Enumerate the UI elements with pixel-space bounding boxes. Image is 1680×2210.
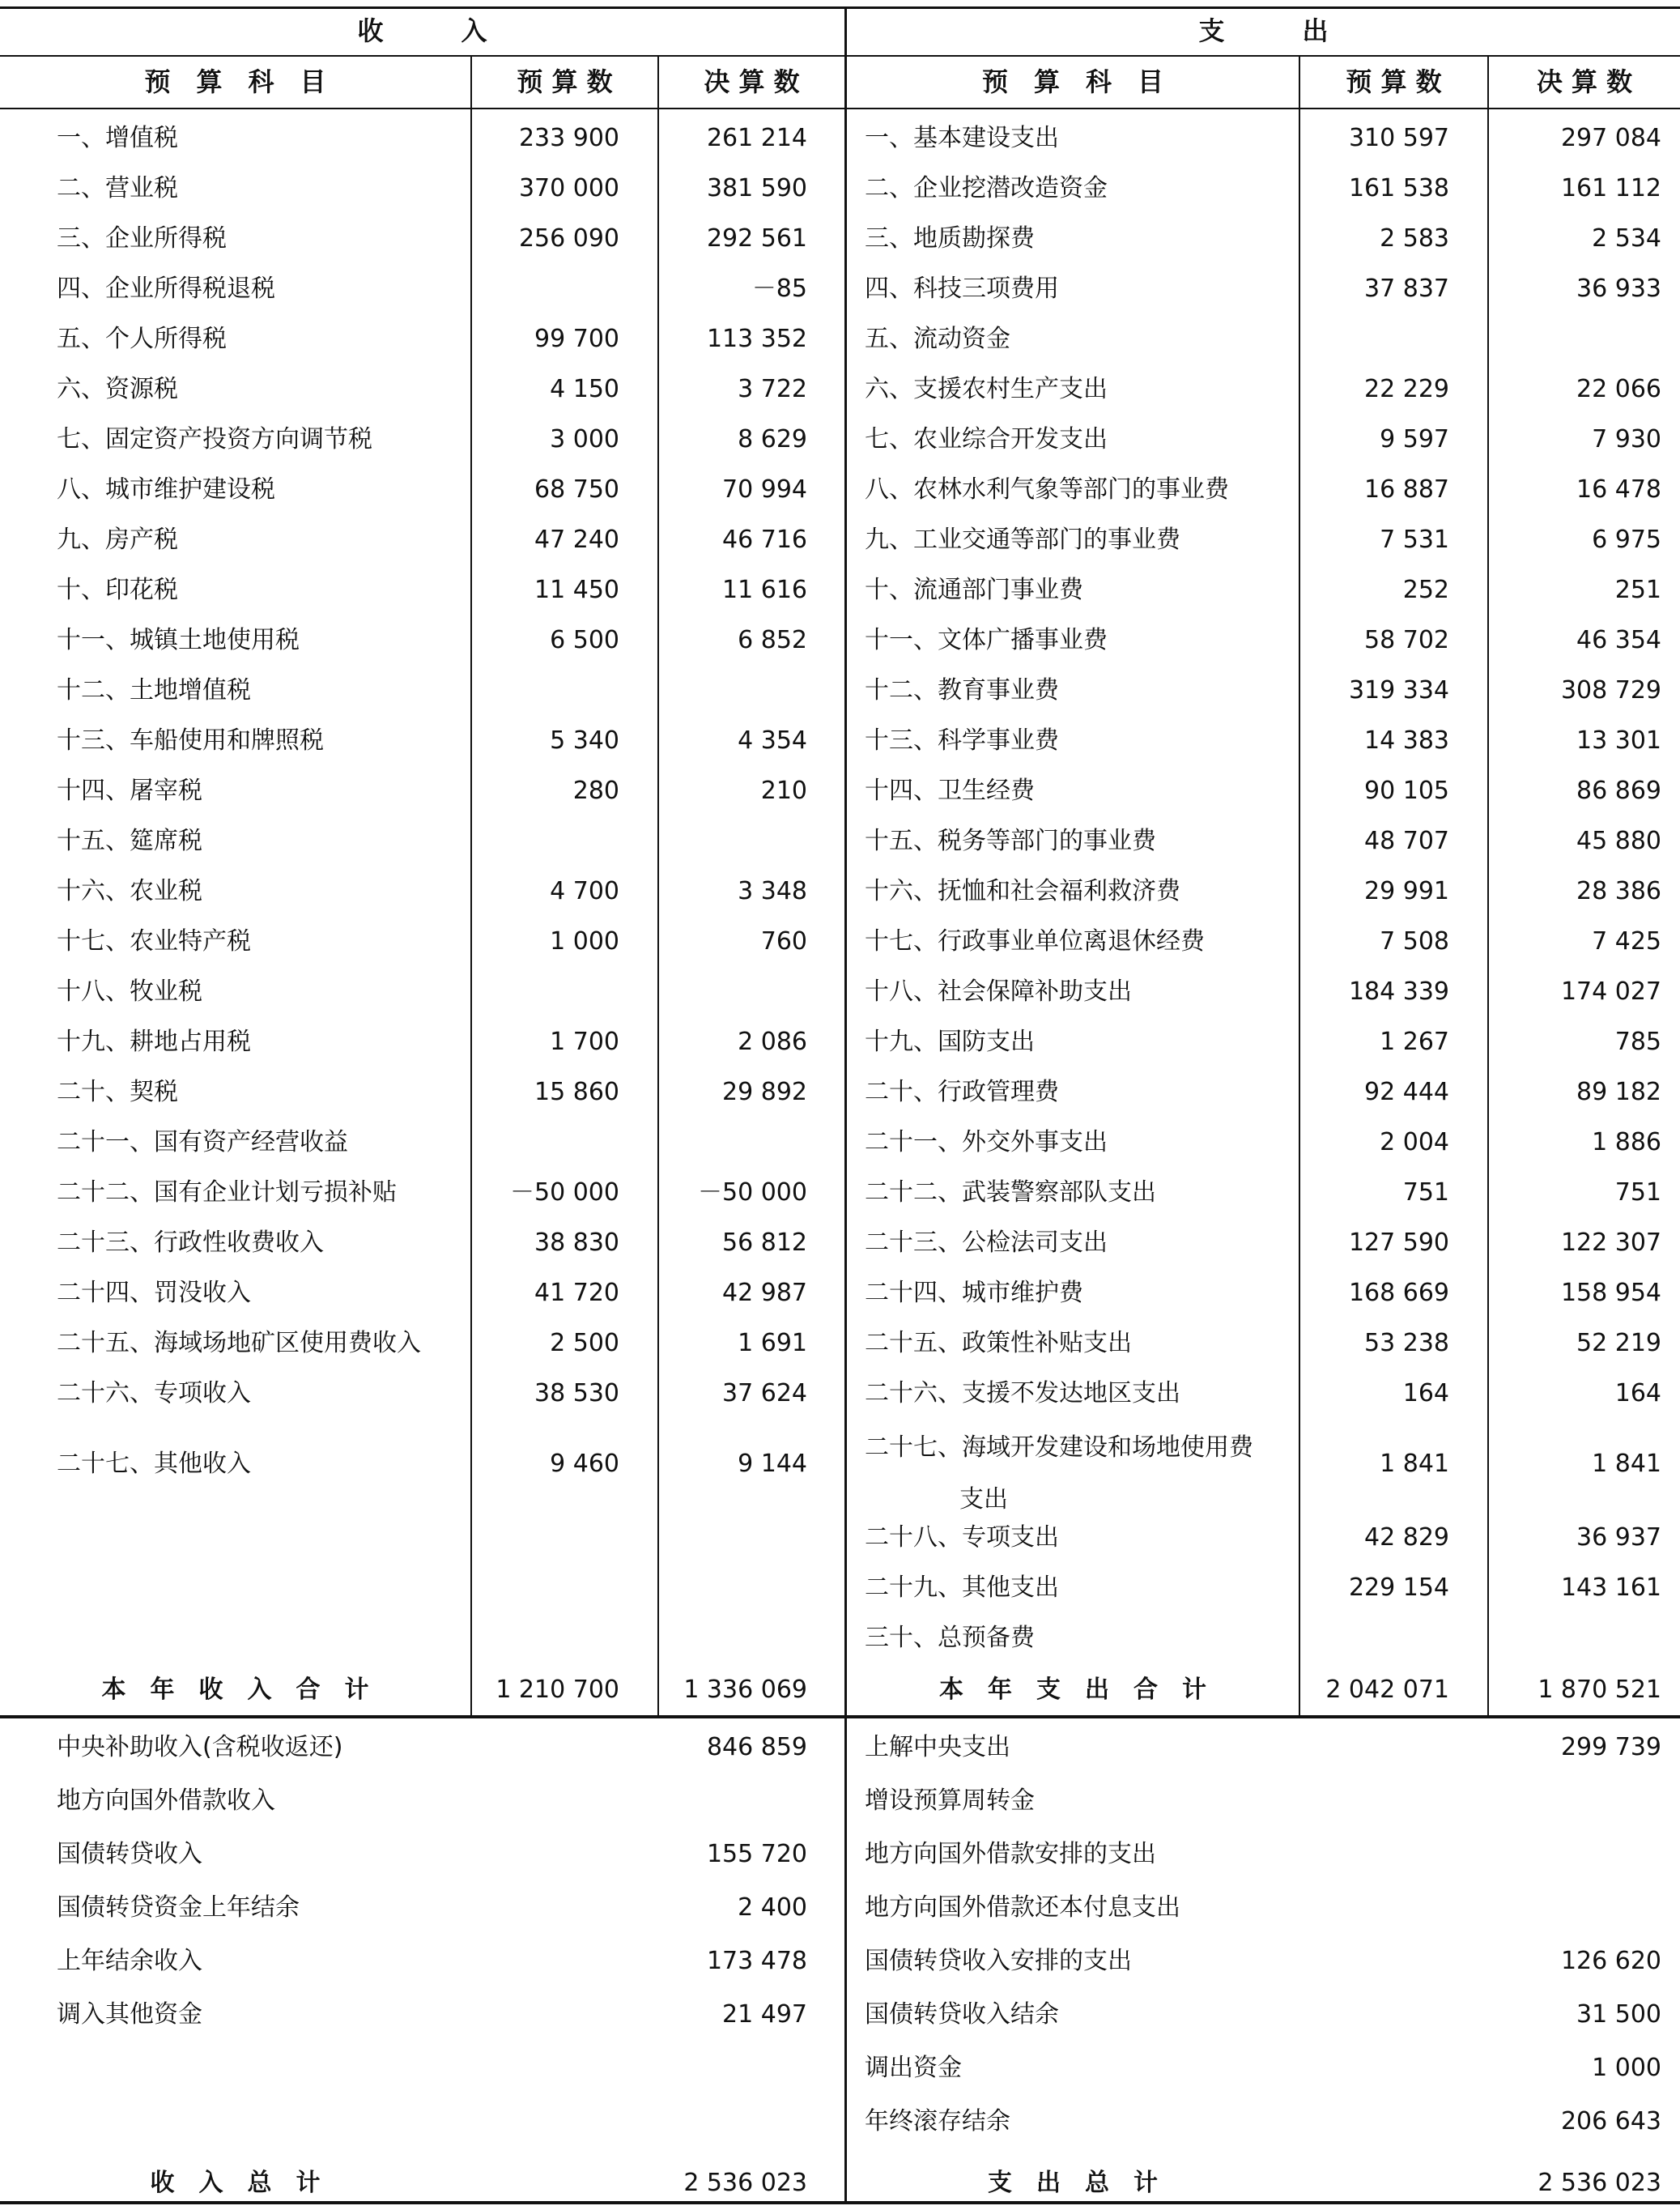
expense-item-budget: 58 702 (1364, 626, 1449, 654)
income-extra-label: 上年结余收入 (57, 1947, 202, 1975)
expense-item-budget: 252 (1402, 576, 1449, 604)
income-item-label: 二十六、专项收入 (57, 1379, 251, 1407)
expense-item-budget: 168 669 (1348, 1279, 1449, 1307)
expense-item-label: 十六、抚恤和社会福利救济费 (865, 877, 1180, 905)
income-item-label: 七、固定资产投资方向调节税 (57, 425, 372, 453)
income-item-final: 56 812 (722, 1228, 807, 1257)
income-item-budget: 233 900 (518, 124, 619, 152)
expense-extra-final: 206 643 (1560, 2107, 1661, 2135)
expense-item-label: 二十九、其他支出 (865, 1573, 1059, 1602)
expense-item-final: 7 930 (1592, 425, 1661, 453)
income-extra-final: 173 478 (706, 1947, 807, 1975)
income-item-budget: 47 240 (534, 526, 619, 554)
expense-item-final: 16 478 (1576, 475, 1661, 504)
income-item-label: 十九、耕地占用税 (57, 1028, 251, 1056)
income-item-final: －50 000 (698, 1178, 807, 1207)
expense-item-label: 二十八、专项支出 (865, 1523, 1059, 1552)
expense-extra-final: 126 620 (1560, 1947, 1661, 1975)
income-subtotal-final: 1 336 069 (683, 1676, 807, 1704)
income-item-final: 760 (760, 927, 807, 956)
expense-item-final: 1 886 (1592, 1128, 1661, 1156)
expense-total-label: 支 出 总 计 (988, 2169, 1158, 2197)
income-item-label: 八、城市维护建设税 (57, 475, 275, 504)
expense-item-budget: 2 004 (1380, 1128, 1449, 1156)
income-item-label: 十六、农业税 (57, 877, 202, 905)
expense-item-budget: 29 991 (1364, 877, 1449, 905)
expense-item-label: 十三、科学事业费 (865, 726, 1059, 755)
expense-item-label: 二十五、政策性补贴支出 (865, 1329, 1132, 1357)
income-item-label: 十二、土地增值税 (57, 676, 251, 705)
expense-item-label: 十二、教育事业费 (865, 676, 1059, 705)
expense-extra-final: 31 500 (1576, 2000, 1661, 2029)
expense-subtotal-budget: 2 042 071 (1325, 1676, 1449, 1704)
income-item-final: 9 144 (738, 1450, 807, 1478)
expense-item-label: 二十七、海域开发建设和场地使用费 (865, 1433, 1253, 1462)
expense-item-budget: 1 267 (1380, 1028, 1449, 1056)
income-item-final: 6 852 (738, 626, 807, 654)
expense-item-final: 751 (1614, 1178, 1661, 1207)
expense-item-budget: 7 531 (1380, 526, 1449, 554)
expense-item-budget: 42 829 (1364, 1523, 1449, 1552)
expense-item-final: 1 841 (1592, 1450, 1661, 1478)
income-item-label: 十七、农业特产税 (57, 927, 251, 956)
expense-header: 支 出 (1198, 15, 1329, 46)
income-item-label: 三、企业所得税 (57, 224, 227, 253)
bottom-rule (0, 2201, 1680, 2204)
expense-item-label: 四、科技三项费用 (865, 275, 1059, 303)
expense-item-label: 一、基本建设支出 (865, 124, 1059, 152)
income-item-final: 292 561 (706, 224, 807, 253)
income-item-label: 二十二、国有企业计划亏损补贴 (57, 1178, 397, 1207)
income-total-label: 收 入 总 计 (150, 2169, 321, 2197)
income-extra-final: 2 400 (738, 1893, 807, 1922)
expense-item-budget: 164 (1402, 1379, 1449, 1407)
col-divider-1 (470, 57, 472, 1717)
income-item-label: 十、印花税 (57, 576, 178, 604)
income-extra-final: 155 720 (706, 1840, 807, 1868)
expense-extra-label: 地方向国外借款安排的支出 (865, 1840, 1156, 1868)
expense-subtotal-final: 1 870 521 (1538, 1676, 1661, 1704)
col-divider-2 (657, 57, 659, 1717)
income-extra-label: 国债转贷资金上年结余 (57, 1893, 300, 1922)
income-item-budget: 4 150 (550, 375, 619, 403)
income-item-final: 261 214 (706, 124, 807, 152)
income-extra-final: 21 497 (722, 2000, 807, 2029)
expense-item-final: 13 301 (1576, 726, 1661, 755)
income-item-budget: 5 340 (550, 726, 619, 755)
expense-item-budget: 9 597 (1380, 425, 1449, 453)
income-item-final: 4 354 (738, 726, 807, 755)
income-item-label: 二十、契税 (57, 1078, 178, 1106)
income-item-budget: 4 700 (550, 877, 619, 905)
expense-item-final: 22 066 (1576, 375, 1661, 403)
income-extra-label: 国债转贷收入 (57, 1840, 202, 1868)
expense-item-label: 十八、社会保障补助支出 (865, 977, 1132, 1006)
expense-col-final: 决 算 数 (1536, 66, 1633, 97)
expense-item-final: 46 354 (1576, 626, 1661, 654)
col-divider-3 (1299, 57, 1300, 1717)
expense-item-label: 二十一、外交外事支出 (865, 1128, 1108, 1156)
income-item-label: 二十三、行政性收费收入 (57, 1228, 324, 1257)
expense-extra-label: 国债转贷收入安排的支出 (865, 1947, 1132, 1975)
col-divider-4 (1487, 57, 1489, 1717)
expense-item-budget: 1 841 (1380, 1450, 1449, 1478)
expense-item-final: 308 729 (1560, 676, 1661, 705)
income-extra-label: 地方向国外借款收入 (57, 1786, 275, 1815)
expense-item-final: 36 933 (1576, 275, 1661, 303)
expense-item-budget: 22 229 (1364, 375, 1449, 403)
income-item-budget: 15 860 (534, 1078, 619, 1106)
expense-item-final: 86 869 (1576, 777, 1661, 805)
income-header: 收 入 (357, 15, 487, 46)
income-item-final: －85 (751, 275, 807, 303)
expense-extra-final: 1 000 (1592, 2054, 1661, 2082)
expense-extra-label: 上解中央支出 (865, 1733, 1010, 1761)
income-item-label: 十五、筵席税 (57, 827, 202, 855)
income-item-final: 3 722 (738, 375, 807, 403)
expense-item-budget: 751 (1402, 1178, 1449, 1207)
income-item-final: 46 716 (722, 526, 807, 554)
expense-item-label: 十七、行政事业单位离退休经费 (865, 927, 1205, 956)
income-item-final: 381 590 (706, 174, 807, 202)
income-item-budget: －50 000 (510, 1178, 619, 1207)
income-extra-label: 调入其他资金 (57, 2000, 202, 2029)
income-item-final: 210 (760, 777, 807, 805)
expense-item-budget: 2 583 (1380, 224, 1449, 253)
income-item-budget: 38 530 (534, 1379, 619, 1407)
income-item-budget: 68 750 (534, 475, 619, 504)
income-item-label: 十三、车船使用和牌照税 (57, 726, 324, 755)
expense-item-final: 785 (1614, 1028, 1661, 1056)
income-item-budget: 99 700 (534, 325, 619, 353)
expense-item-final: 174 027 (1560, 977, 1661, 1006)
income-item-label: 六、资源税 (57, 375, 178, 403)
expense-extra-label: 调出资金 (865, 2054, 962, 2082)
income-col-budget: 预 算 数 (517, 66, 613, 97)
expense-item-budget: 161 538 (1348, 174, 1449, 202)
expense-item-final: 36 937 (1576, 1523, 1661, 1552)
income-item-final: 42 987 (722, 1279, 807, 1307)
expense-item-budget: 14 383 (1364, 726, 1449, 755)
income-item-budget: 41 720 (534, 1279, 619, 1307)
income-item-label: 十四、屠宰税 (57, 777, 202, 805)
expense-item-label: 十、流通部门事业费 (865, 576, 1083, 604)
expense-item-budget: 127 590 (1348, 1228, 1449, 1257)
top-rule (0, 6, 1680, 9)
expense-total-final: 2 536 023 (1538, 2169, 1661, 2197)
income-item-budget: 9 460 (550, 1450, 619, 1478)
expense-item-budget: 90 105 (1364, 777, 1449, 805)
expense-extra-label: 年终滚存结余 (865, 2107, 1010, 2135)
expense-item-label: 九、工业交通等部门的事业费 (865, 526, 1180, 554)
income-item-budget: 6 500 (550, 626, 619, 654)
income-item-budget: 1 700 (550, 1028, 619, 1056)
expense-item-label: 七、农业综合开发支出 (865, 425, 1108, 453)
income-item-final: 113 352 (706, 325, 807, 353)
expense-item-budget: 184 339 (1348, 977, 1449, 1006)
expense-item-label: 三十、总预备费 (865, 1624, 1035, 1652)
expense-item-final: 7 425 (1592, 927, 1661, 956)
expense-item-final: 2 534 (1592, 224, 1661, 253)
income-item-final: 70 994 (722, 475, 807, 504)
expense-item-final: 89 182 (1576, 1078, 1661, 1106)
expense-item-final: 297 084 (1560, 124, 1661, 152)
subtotal-rule (0, 1715, 1680, 1718)
income-item-budget: 2 500 (550, 1329, 619, 1357)
expense-item-label: 二十六、支援不发达地区支出 (865, 1379, 1180, 1407)
expense-item-label: 十四、卫生经费 (865, 777, 1035, 805)
expense-item-label-cont: 支出 (959, 1485, 1008, 1514)
income-item-budget: 280 (572, 777, 619, 805)
expense-col-budget: 预 算 数 (1346, 66, 1442, 97)
expense-item-final: 122 307 (1560, 1228, 1661, 1257)
income-item-label: 一、增值税 (57, 124, 178, 152)
expense-subtotal-label: 本 年 支 出 合 计 (939, 1676, 1206, 1704)
income-item-final: 11 616 (722, 576, 807, 604)
expense-item-final: 52 219 (1576, 1329, 1661, 1357)
expense-col-item: 预 算 科 目 (981, 66, 1163, 97)
expense-item-final: 28 386 (1576, 877, 1661, 905)
expense-item-label: 十九、国防支出 (865, 1028, 1035, 1056)
income-total-final: 2 536 023 (683, 2169, 807, 2197)
income-item-label: 十八、牧业税 (57, 977, 202, 1006)
header-divider (0, 55, 1680, 57)
header-bottom-rule (0, 108, 1680, 109)
expense-item-final: 164 (1614, 1379, 1661, 1407)
expense-item-budget: 37 837 (1364, 275, 1449, 303)
expense-item-label: 二十四、城市维护费 (865, 1279, 1083, 1307)
expense-item-label: 二十、行政管理费 (865, 1078, 1059, 1106)
income-item-final: 29 892 (722, 1078, 807, 1106)
income-item-label: 二十七、其他收入 (57, 1450, 251, 1478)
expense-item-final: 143 161 (1560, 1573, 1661, 1602)
expense-item-final: 158 954 (1560, 1279, 1661, 1307)
income-item-final: 37 624 (722, 1379, 807, 1407)
income-item-final: 3 348 (738, 877, 807, 905)
income-item-label: 九、房产税 (57, 526, 178, 554)
expense-extra-label: 增设预算周转金 (865, 1786, 1035, 1815)
expense-item-label: 六、支援农村生产支出 (865, 375, 1108, 403)
income-item-label: 二十一、国有资产经营收益 (57, 1128, 348, 1156)
expense-item-label: 五、流动资金 (865, 325, 1010, 353)
expense-extra-label: 国债转贷收入结余 (865, 2000, 1059, 2029)
expense-item-label: 二十三、公检法司支出 (865, 1228, 1108, 1257)
income-item-label: 二十五、海域场地矿区使用费收入 (57, 1329, 421, 1357)
expense-item-budget: 92 444 (1364, 1078, 1449, 1106)
expense-item-budget: 7 508 (1380, 927, 1449, 956)
income-subtotal-label: 本 年 收 入 合 计 (101, 1676, 369, 1704)
expense-item-label: 三、地质勘探费 (865, 224, 1035, 253)
expense-item-budget: 53 238 (1364, 1329, 1449, 1357)
income-extra-label: 中央补助收入(含税收返还) (57, 1733, 343, 1761)
expense-item-label: 八、农林水利气象等部门的事业费 (865, 475, 1229, 504)
expense-item-budget: 48 707 (1364, 827, 1449, 855)
income-item-budget: 1 000 (550, 927, 619, 956)
income-item-budget: 3 000 (550, 425, 619, 453)
income-item-label: 二十四、罚没收入 (57, 1279, 251, 1307)
expense-item-final: 6 975 (1592, 526, 1661, 554)
expense-item-budget: 16 887 (1364, 475, 1449, 504)
expense-item-budget: 229 154 (1348, 1573, 1449, 1602)
expense-item-label: 十五、税务等部门的事业费 (865, 827, 1156, 855)
income-item-label: 四、企业所得税退税 (57, 275, 275, 303)
expense-item-budget: 319 334 (1348, 676, 1449, 705)
expense-item-label: 二十二、武装警察部队支出 (865, 1178, 1156, 1207)
expense-item-final: 161 112 (1560, 174, 1661, 202)
income-subtotal-budget: 1 210 700 (495, 1676, 619, 1704)
expense-extra-final: 299 739 (1560, 1733, 1661, 1761)
income-item-budget: 370 000 (518, 174, 619, 202)
income-item-label: 十一、城镇土地使用税 (57, 626, 300, 654)
income-extra-final: 846 859 (706, 1733, 807, 1761)
center-divider (844, 6, 847, 2204)
income-item-label: 二、营业税 (57, 174, 178, 202)
income-item-budget: 38 830 (534, 1228, 619, 1257)
income-col-final: 决 算 数 (704, 66, 800, 97)
income-item-budget: 11 450 (534, 576, 619, 604)
expense-item-budget: 310 597 (1348, 124, 1449, 152)
income-item-budget: 256 090 (518, 224, 619, 253)
expense-extra-label: 地方向国外借款还本付息支出 (865, 1893, 1180, 1922)
income-item-final: 2 086 (738, 1028, 807, 1056)
expense-item-label: 二、企业挖潜改造资金 (865, 174, 1108, 202)
expense-item-final: 251 (1614, 576, 1661, 604)
income-item-final: 1 691 (738, 1329, 807, 1357)
expense-item-final: 45 880 (1576, 827, 1661, 855)
income-item-final: 8 629 (738, 425, 807, 453)
expense-item-label: 十一、文体广播事业费 (865, 626, 1108, 654)
income-col-item: 预 算 科 目 (144, 66, 326, 97)
income-item-label: 五、个人所得税 (57, 325, 227, 353)
